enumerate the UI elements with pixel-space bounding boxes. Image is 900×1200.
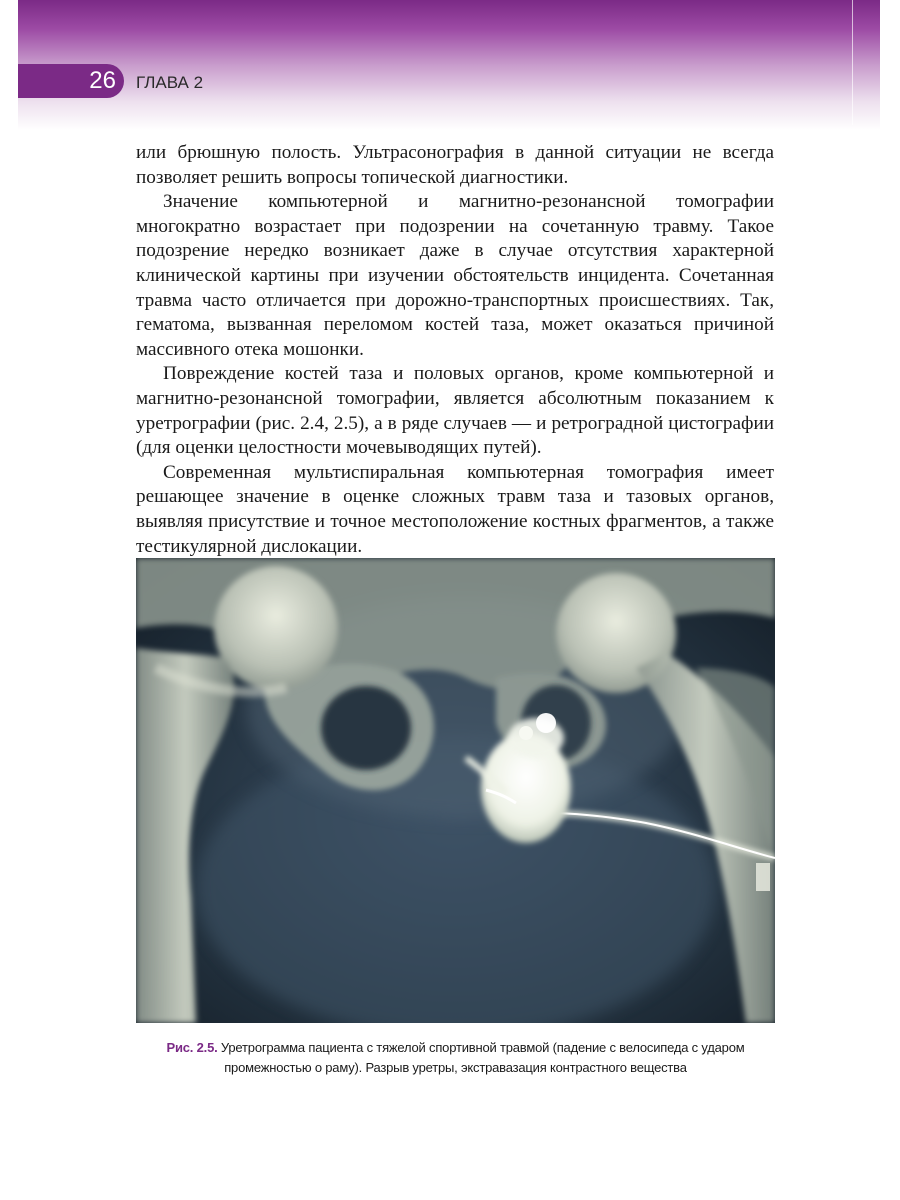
paragraph: или брюшную полость. Ультрасонография в данной ситуации не всегда позволяет решить вопросы топической диагностики. [136, 142, 774, 188]
page-number: 26 [89, 67, 116, 94]
figure-caption-label: Рис. 2.5. [166, 1040, 218, 1055]
chapter-label: ГЛАВА 2 [136, 73, 204, 92]
paragraph: Современная мультиспиральная компьютерная томография имеет решающее значение в оценке сложных травм таза и тазовых органов, выявляя присутствие и точное местоположение костных фрагментов, а также тестикулярной дислокации. [136, 461, 774, 557]
figure-caption [136, 1038, 775, 1078]
paragraph: Повреждение костей таза и половых органов, кроме компьютерной и магнитно-резонансной томографии, является абсолютным показанием к уретрографии (рис. 2.4, 2.5), а в ряде случаев — и ретроградной цистографии (для оценки целостности мочевыводящих путей). [136, 363, 774, 459]
header-rule [852, 0, 853, 125]
figure-caption-text: Уретрограмма пациента с тяжелой спортивной травмой (падение с велосипеда с ударом промежностью о раму). Разрыв уретры, экстравазация контрастного вещества [217, 1040, 745, 1075]
urethrogram-xray-image [136, 558, 775, 1023]
xray-figure [136, 558, 775, 1023]
body-text [136, 141, 774, 559]
header-band [18, 0, 880, 130]
paragraph: Значение компьютерной и магнитно-резонансной томографии многократно возрастает при подозрении на сочетанную травму. Такое подозрение нередко возникает даже в случае отсутствия характерной клинической картины при изучении обстоятельств инцидента. Сочетанная травма часто отличается при дорожно-транспортных происшествиях. Так, гематома, вызванная переломом костей таза, может оказаться причиной массивного отека мошонки. [136, 191, 774, 360]
